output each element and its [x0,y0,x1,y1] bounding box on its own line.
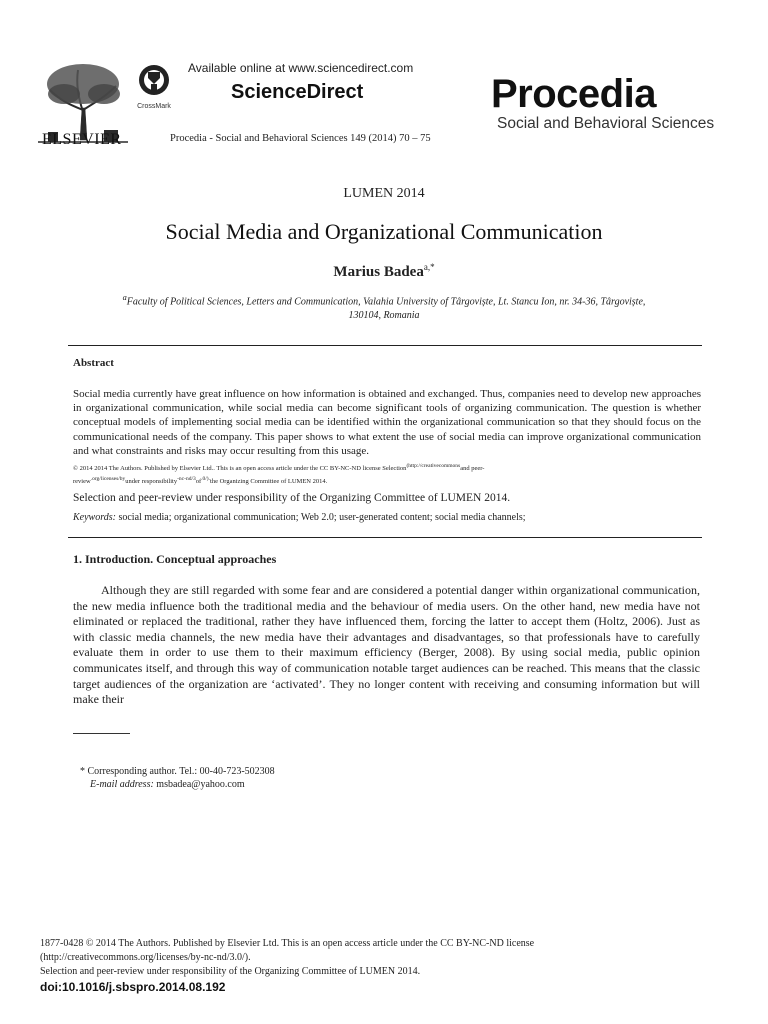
article-title: Social Media and Organizational Communication [165,219,603,244]
abstract-copyright-notice [73,461,701,487]
affiliation [110,291,658,323]
publisher-name: ELSEVIER [42,131,122,148]
copyright-text-d: under responsibility [125,478,178,486]
email-label: E-mail address: [90,779,154,790]
copyright-url-4[interactable]: .0/). [201,476,211,483]
copyright-url-2[interactable]: .org/licenses/by [90,476,126,483]
crossmark-badge[interactable] [134,64,174,110]
crossmark-icon [134,64,174,98]
section-body [73,583,700,708]
conference-name: LUMEN 2014 [343,186,425,201]
keywords-text: social media; organizational communication; Web 2.0; user-generated content; social media channels; [118,512,526,523]
footer-selection-line: Selection and peer-review under responsibility of the Organizing Committee of LUMEN 2014. [40,966,421,977]
journal-citation: Procedia - Social and Behavioral Sciences 149 (2014) 70 – 75 [170,133,431,144]
keywords-label: Keywords: [73,512,116,523]
affiliation-mark: a [122,293,127,302]
keywords-line [73,512,526,523]
corresponding-author-note: * Corresponding author. Tel.: 00-40-723-502308 [80,766,275,777]
abstract-bottom-rule [68,537,702,538]
copyright-text-e: of [195,478,202,486]
sciencedirect-wordmark[interactable]: ScienceDirect [231,81,364,103]
doi-link[interactable]: doi:10.1016/j.sbspro.2014.08.192 [40,980,226,994]
available-online-text: Available online at www.sciencedirect.com [188,61,414,75]
affiliation-text: Faculty of Political Sciences, Letters and Communication, Valahia University of Târgoviște, Lt. Stancu Ion, nr. 34-36, Târgoviște, 130104, Romania [126,296,646,322]
email-address[interactable]: msbadea@yahoo.com [156,779,245,790]
author-mark: a,* [423,262,435,272]
copyright-text-b: and peer- [460,465,485,473]
copyright-text-f: the Organizing Committee of LUMEN 2014. [210,478,328,486]
footnote-rule [73,733,130,734]
footer-license-line: 1877-0428 © 2014 The Authors. Published by Elsevier Ltd. This is an open access article under the CC BY-NC-ND license [40,938,535,949]
section-text: Although they are still regarded with some fear and are considered a potential danger within organizational communication, the new media influence both the traditional media and the behaviour of media users. On the other hand, new media have not eliminated or replaced the traditional, rather they have influenced them, forcing the latter to accept them (Holtz, 2006). Just as with classic media channels, the new media have their advantages and disadvantages, so that professionals have to carefully evaluate them in order to use them to their maximum efficiency (Berger, 2008). By using social media, public opinion communicates itself, and through this way of communication notable target audiences can be reached. This means that the classic target audiences of the organization are ‘activated’. They no longer content with receiving and consuming information but will make their [73,583,700,707]
copyright-url-3[interactable]: -nc-nd/3 [177,476,196,483]
author-name: Marius Badea [333,264,424,280]
procedia-wordmark: Procedia [491,72,656,116]
crossmark-label: CrossMark [137,103,171,110]
copyright-text-a: © 2014 2014 The Authors. Published by Elsevier Ltd.. This is an open access article under the CC BY-NC-ND license Selection [73,465,407,473]
email-note [90,779,245,790]
copyright-url-1[interactable]: (http://creativecommons [406,463,461,469]
selection-statement: Selection and peer-review under responsibility of the Organizing Committee of LUMEN 2014. [73,492,511,504]
procedia-subtitle: Social and Behavioral Sciences [497,115,715,132]
abstract-text: Social media currently have great influence on how information is obtained and exchanged. Thus, companies need to develop new approaches in organizational communication, while social media can become significant tools of organizing communication. The question is whether conceptual models of implementing social media can be identified within the organizational communication so that they should focus on the communicational needs of the company. This paper shows to what extent the use of social media can improve organizational communication and what constraints and risks may occur resulting from this usage. [73,388,701,457]
copyright-text-c: review [73,478,91,486]
author-line [0,262,768,281]
section-heading: 1. Introduction. Conceptual approaches [73,552,277,566]
abstract-heading: Abstract [73,357,114,369]
abstract-top-rule [68,345,702,346]
footer-license-url[interactable]: (http://creativecommons.org/licenses/by-nc-nd/3.0/). [40,952,251,963]
